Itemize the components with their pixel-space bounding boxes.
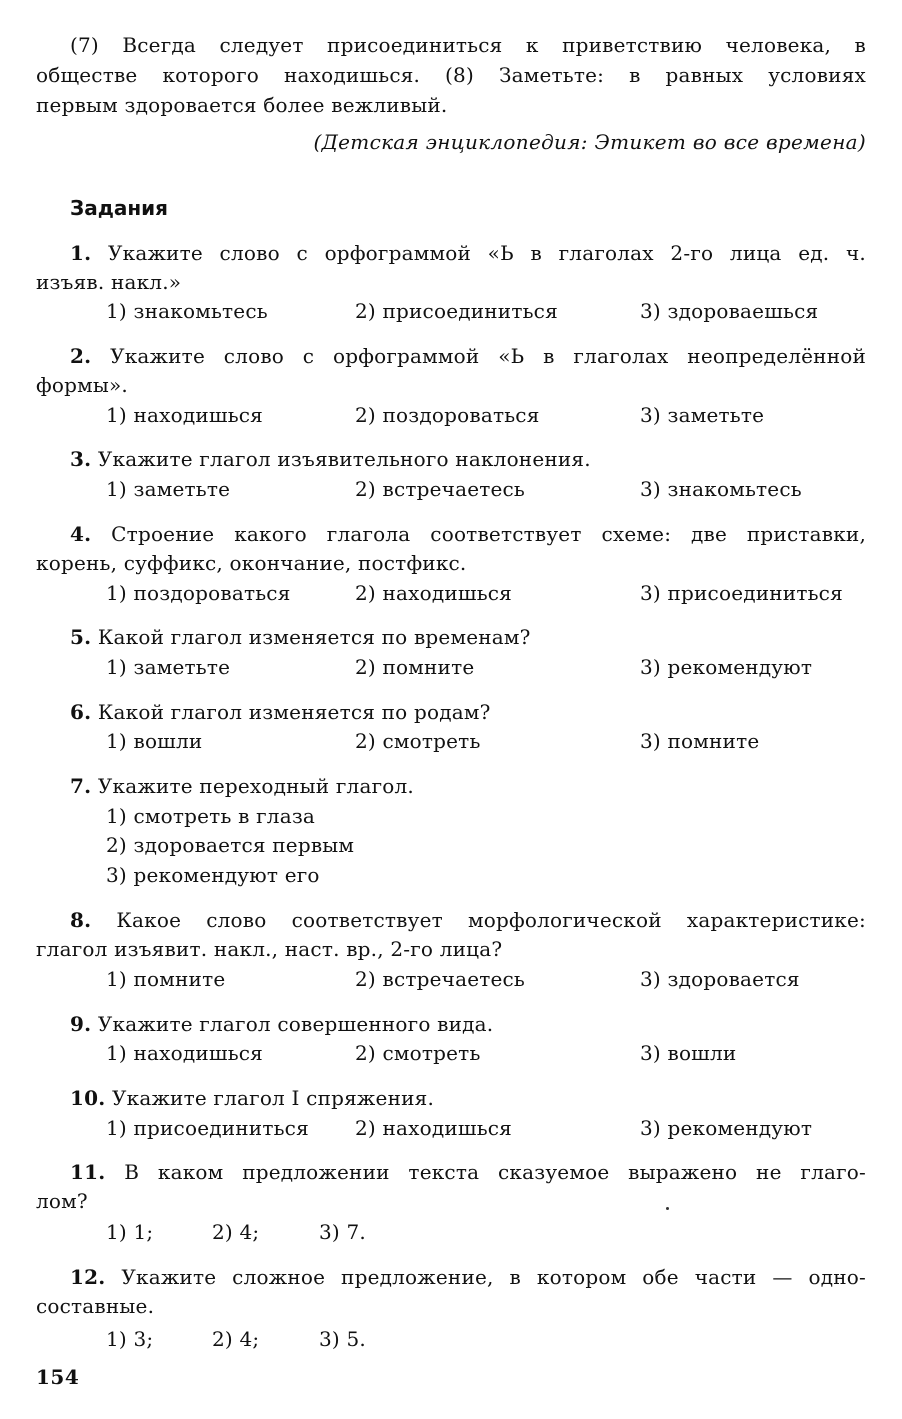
section-title: Задания: [70, 196, 169, 220]
answer-option: 2) 4;: [212, 1327, 260, 1351]
answer-option: 1) смотреть в глаза: [106, 804, 316, 828]
question-text: Какой глагол изменяется по родам?: [97, 700, 491, 724]
question-number: 2.: [70, 344, 92, 368]
answer-option: 2) встречаетесь: [355, 967, 526, 991]
answer-option: 3) рекомендуют: [640, 1116, 813, 1140]
question-number: 12.: [70, 1265, 106, 1289]
answer-option: 3) рекомендуют: [640, 655, 813, 679]
answer-option: 1) поздороваться: [106, 581, 291, 605]
question-text: Укажите глагол изъявительного наклонения.: [97, 447, 591, 471]
answer-option: 1) находишься: [106, 403, 264, 427]
answer-option: 2) смотреть: [355, 729, 481, 753]
question-number: 1.: [70, 241, 92, 265]
question-11: [70, 1157, 866, 1187]
answer-option: 3) присоединиться: [640, 581, 843, 605]
answer-option: 2) находишься: [355, 581, 513, 605]
answer-option: 1) присоединиться: [106, 1116, 309, 1140]
question-text: Какой глагол изменяется по временам?: [97, 625, 531, 649]
answer-option: 1) заметьте: [106, 655, 231, 679]
question-number: 7.: [70, 774, 92, 798]
answer-option: 3) вошли: [640, 1041, 737, 1065]
question-text-cont: корень, суффикс, окончание, постфикс.: [36, 551, 467, 575]
question-number: 10.: [70, 1086, 106, 1110]
answer-option: 3) здоровается: [640, 967, 800, 991]
question-text: Укажите сложное предложение, в котором обе части — одно-: [121, 1265, 867, 1289]
answer-option: 3) помните: [640, 729, 760, 753]
answer-option: 2) смотреть: [355, 1041, 481, 1065]
question-3: [70, 444, 866, 474]
question-number: 5.: [70, 625, 92, 649]
question-text-cont: лом?: [36, 1189, 88, 1213]
answer-option: 1) вошли: [106, 729, 203, 753]
answer-option: 1) помните: [106, 967, 226, 991]
question-number: 9.: [70, 1012, 92, 1036]
question-1: [70, 238, 866, 268]
question-text: Какое слово соответствует морфологической характеристике:: [116, 908, 866, 932]
answer-option: 1) знакомьтесь: [106, 299, 268, 323]
answer-option: 3) заметьте: [640, 403, 765, 427]
question-6: [70, 697, 866, 727]
question-text: Укажите глагол I спряжения.: [111, 1086, 434, 1110]
answer-option: 2) находишься: [355, 1116, 513, 1140]
answer-option: 3) рекомендуют его: [106, 863, 320, 887]
answer-option: 1) заметьте: [106, 477, 231, 501]
answer-option: 2) встречаетесь: [355, 477, 526, 501]
question-text: В каком предложении текста сказуемое выражено не глаго-: [124, 1160, 866, 1184]
question-text-cont: составные.: [36, 1294, 155, 1318]
answer-option: 1) находишься: [106, 1041, 264, 1065]
question-4: [70, 519, 866, 549]
question-number: 6.: [70, 700, 92, 724]
question-text-cont: глагол изъявит. накл., наст. вр., 2-го лица?: [36, 937, 503, 961]
intro-line: первым здоровается более вежливый.: [36, 93, 448, 117]
question-number: 8.: [70, 908, 92, 932]
intro-line: (7) Всегда следует присоединиться к приветствию человека, в: [70, 33, 866, 57]
question-text: Строение какого глагола соответствует схеме: две приставки,: [111, 522, 866, 546]
answer-option: 1) 3;: [106, 1327, 154, 1351]
question-12: [70, 1262, 866, 1292]
source-citation: (Детская энциклопедия: Этикет во все времена): [313, 130, 866, 154]
question-text-cont: формы».: [36, 373, 128, 397]
answer-option: 2) присоединиться: [355, 299, 558, 323]
answer-option: 2) здоровается первым: [106, 833, 355, 857]
answer-option: 2) 4;: [212, 1220, 260, 1244]
answer-option: 2) поздороваться: [355, 403, 540, 427]
answer-option: 1) 1;: [106, 1220, 154, 1244]
question-text: Укажите глагол совершенного вида.: [97, 1012, 494, 1036]
question-number: 3.: [70, 447, 92, 471]
answer-option: 3) здороваешься: [640, 299, 819, 323]
question-2: [70, 341, 866, 371]
question-7: [70, 771, 866, 801]
answer-option: 3) 5.: [319, 1327, 366, 1351]
question-9: [70, 1009, 866, 1039]
answer-option: 3) 7.: [319, 1220, 366, 1244]
question-number: 11.: [70, 1160, 106, 1184]
question-number: 4.: [70, 522, 92, 546]
answer-option: 3) знакомьтесь: [640, 477, 802, 501]
question-text: Укажите слово с орфограммой «Ь в глаголах 2-го лица ед. ч.: [107, 241, 866, 265]
print-speck: [666, 1207, 669, 1210]
page-number: 154: [36, 1365, 80, 1389]
question-text: Укажите переходный глагол.: [97, 774, 414, 798]
question-5: [70, 622, 866, 652]
question-text: Укажите слово с орфограммой «Ь в глаголах неопределённой: [110, 344, 866, 368]
question-8: [70, 905, 866, 935]
intro-line: обществе которого находишься. (8) Заметьте: в равных условиях: [36, 63, 866, 87]
question-text-cont: изъяв. накл.»: [36, 270, 182, 294]
question-10: [70, 1083, 866, 1113]
answer-option: 2) помните: [355, 655, 475, 679]
